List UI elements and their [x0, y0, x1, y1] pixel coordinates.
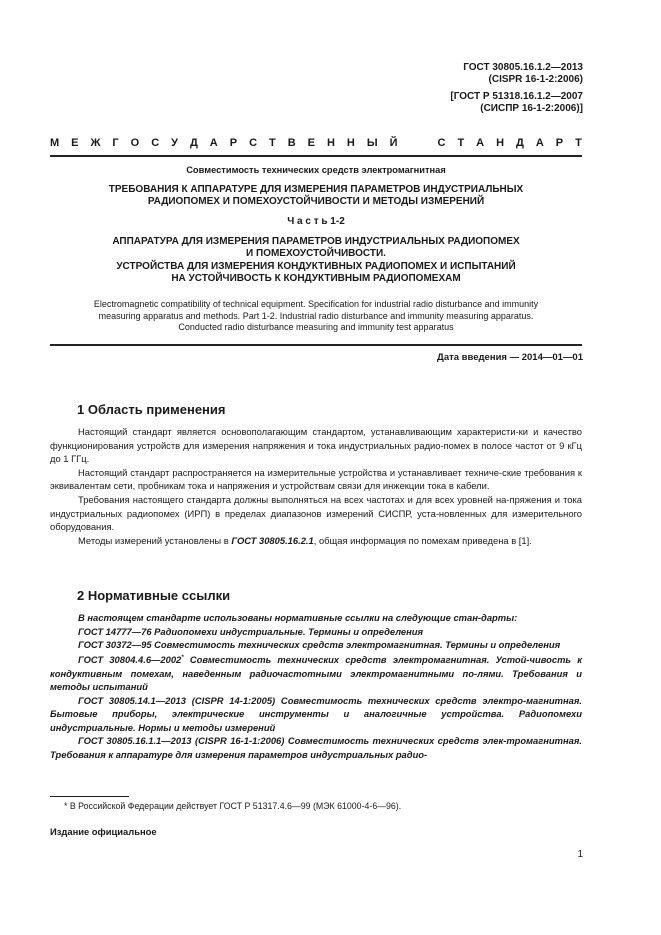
paragraph-text: , общая информация по помехам приведена в [1]. [313, 534, 532, 546]
letter: О [130, 137, 140, 149]
letter: Р [229, 137, 238, 149]
letter: А [535, 137, 544, 149]
english-title-line: Electromagnetic compatibility of technical equipment. Specification for industrial radio disturbance and immunity [93, 299, 539, 309]
standard-code: ГОСТ 30805.16.1.2—2013 [463, 62, 583, 73]
part-title-line: УСТРОЙСТВА ДЛЯ ИЗМЕРЕНИЯ КОНДУКТИВНЫХ РАДИОПОМЕХ И ИСПЫТАНИЙ [116, 260, 516, 272]
intro-date: Дата введения — 2014—01—01 [437, 352, 583, 363]
title-rule [50, 344, 582, 346]
letter: С [249, 137, 258, 149]
section-1-body [50, 425, 582, 547]
letter: Р [555, 137, 564, 149]
footnote: * В Российской Федерации действует ГОСТ Р 51317.4.6—99 (МЭК 61000-4-6—96). [64, 801, 402, 811]
section-2-heading: 2 Нормативные ссылки [77, 588, 231, 603]
interstate-standard-label [50, 137, 582, 149]
letter: С [437, 137, 446, 149]
letter: Т [269, 137, 276, 149]
cispr-code: (CISPR 16-1-2:2006) [488, 74, 583, 85]
letter: Н [346, 137, 355, 149]
letter: Т [575, 137, 582, 149]
letter: Е [307, 137, 315, 149]
part-label: Ч а с т ь 1-2 [287, 216, 345, 227]
paragraph [50, 534, 582, 548]
reference-item [50, 652, 582, 694]
letter: Т [457, 137, 465, 149]
part-title-line: АППАРАТУРА ДЛЯ ИЗМЕРЕНИЯ ПАРАМЕТРОВ ИНДУСТРИАЛЬНЫХ РАДИОПОМЕХ [112, 236, 520, 247]
subtitle: Совместимость технических средств электромагнитная [186, 165, 446, 175]
main-title-line: ТРЕБОВАНИЯ К АППАРАТУРЕ ДЛЯ ИЗМЕРЕНИЯ ПАРАМЕТРОВ ИНДУСТРИАЛЬНЫХ [108, 184, 524, 195]
letter: У [171, 137, 178, 149]
letter: Е [71, 137, 79, 149]
gost-reference: ГОСТ 30805.16.2.1 [231, 534, 314, 546]
paragraph-text: Методы измерений установлены в [78, 534, 232, 546]
paragraph: Настоящий стандарт распространяется на измерительные устройства и устанавливает техниче-ские требования к эквивалентам сети, пробникам тока и напряжения и устройствам связи для инжекции тока в кабели. [50, 466, 582, 492]
references-intro: В настоящем стандарте использованы нормативные ссылки на следующие стан-дарты: [78, 612, 518, 623]
national-cispr-code: (СИСПР 16-1-2:2006)] [480, 103, 583, 114]
letter: А [476, 137, 485, 149]
normative-references [50, 611, 582, 762]
letter: Ы [366, 137, 378, 149]
english-title [50, 299, 582, 334]
edition-label: Издание официальное [50, 826, 157, 837]
page-number: 1 [577, 849, 583, 860]
main-title-line: РАДИОПОМЕХ И ПОМЕХОУСТОЙЧИВОСТИ И МЕТОДЫ ИЗМЕРЕНИЙ [147, 196, 485, 208]
letter: М [50, 137, 60, 149]
english-title-line: measuring apparatus and methods. Part 1-2. Industrial radio disturbance and immunity measuring apparatus. [98, 310, 534, 321]
reference-text: Совместимость технических средств электромагнитная. Устой-чивость к кондуктивным помехам, наведенным радиочастотными электромагнитными по-лями. Требования и методы испытаний [50, 653, 582, 693]
letter: Н [326, 137, 335, 149]
english-title-line: Conducted radio disturbance measuring and immunity test apparatus [178, 322, 454, 333]
letter: Н [496, 137, 505, 149]
letter: В [287, 137, 296, 149]
part-title [50, 236, 582, 285]
letter: Д [516, 137, 524, 149]
main-title [50, 184, 582, 209]
letter: Д [189, 137, 198, 149]
paragraph: Настоящий стандарт является основополагающим стандартом, устанавливающим характеристи-ки и качество функционирования устройств для измерения напряжения и тока индустриальных радио-помех в полосе частот от 9 кГц до 1 ГГц. [50, 426, 582, 465]
letter: Й [389, 137, 398, 149]
reference-item: ГОСТ 30372—95 Совместимость технических средств электромагнитная. Термины и определения [78, 639, 561, 651]
paragraph: Требования настоящего стандарта должны выполняться на всех частотах и для всех уровней на-пряжения и тока индустриальных радиопомех (ИРП) в пределах диапазонов измерений СИСПР, уста-новленных для измерительного оборудования. [50, 493, 582, 533]
part-title-line: И ПОМЕХОУСТОЙЧИВОСТИ. [246, 248, 386, 260]
section-1-heading: 1 Область применения [77, 402, 226, 417]
letter: Г [112, 137, 119, 149]
letter: С [151, 137, 160, 149]
letter: А [209, 137, 218, 149]
letter: Ж [90, 137, 101, 149]
national-code: [ГОСТ Р 51318.16.1.2—2007 [450, 91, 583, 102]
reference-item: ГОСТ 30805.14.1—2013 (CISPR 14-1:2005) Совместимость технических средств электро-магнитная. Бытовые приборы, электрические инструменты и аналогичные устройства. Радиопомехи индустриальные. Нормы и методы измерений [50, 694, 582, 733]
standard-code-block [450, 62, 583, 115]
footnote-marker: * [181, 654, 184, 661]
header-rule [50, 155, 582, 157]
reference-item: ГОСТ 30805.16.1.1—2013 (CISPR 16-1-1:2006) Совместимость технических средств элек-тромагнитная. Требования к аппаратуре для измерения параметров индустриальных радио- [50, 735, 582, 761]
reference-item: ГОСТ 14777—76 Радиопомехи индустриальные. Термины и определения [78, 625, 424, 637]
part-title-line: НА УСТОЙЧИВОСТЬ К КОНДУКТИВНЫМ РАДИОПОМЕХАМ [171, 272, 461, 284]
footnote-rule [50, 796, 129, 797]
reference-code: ГОСТ 30804.4.6—2002 [78, 653, 182, 665]
